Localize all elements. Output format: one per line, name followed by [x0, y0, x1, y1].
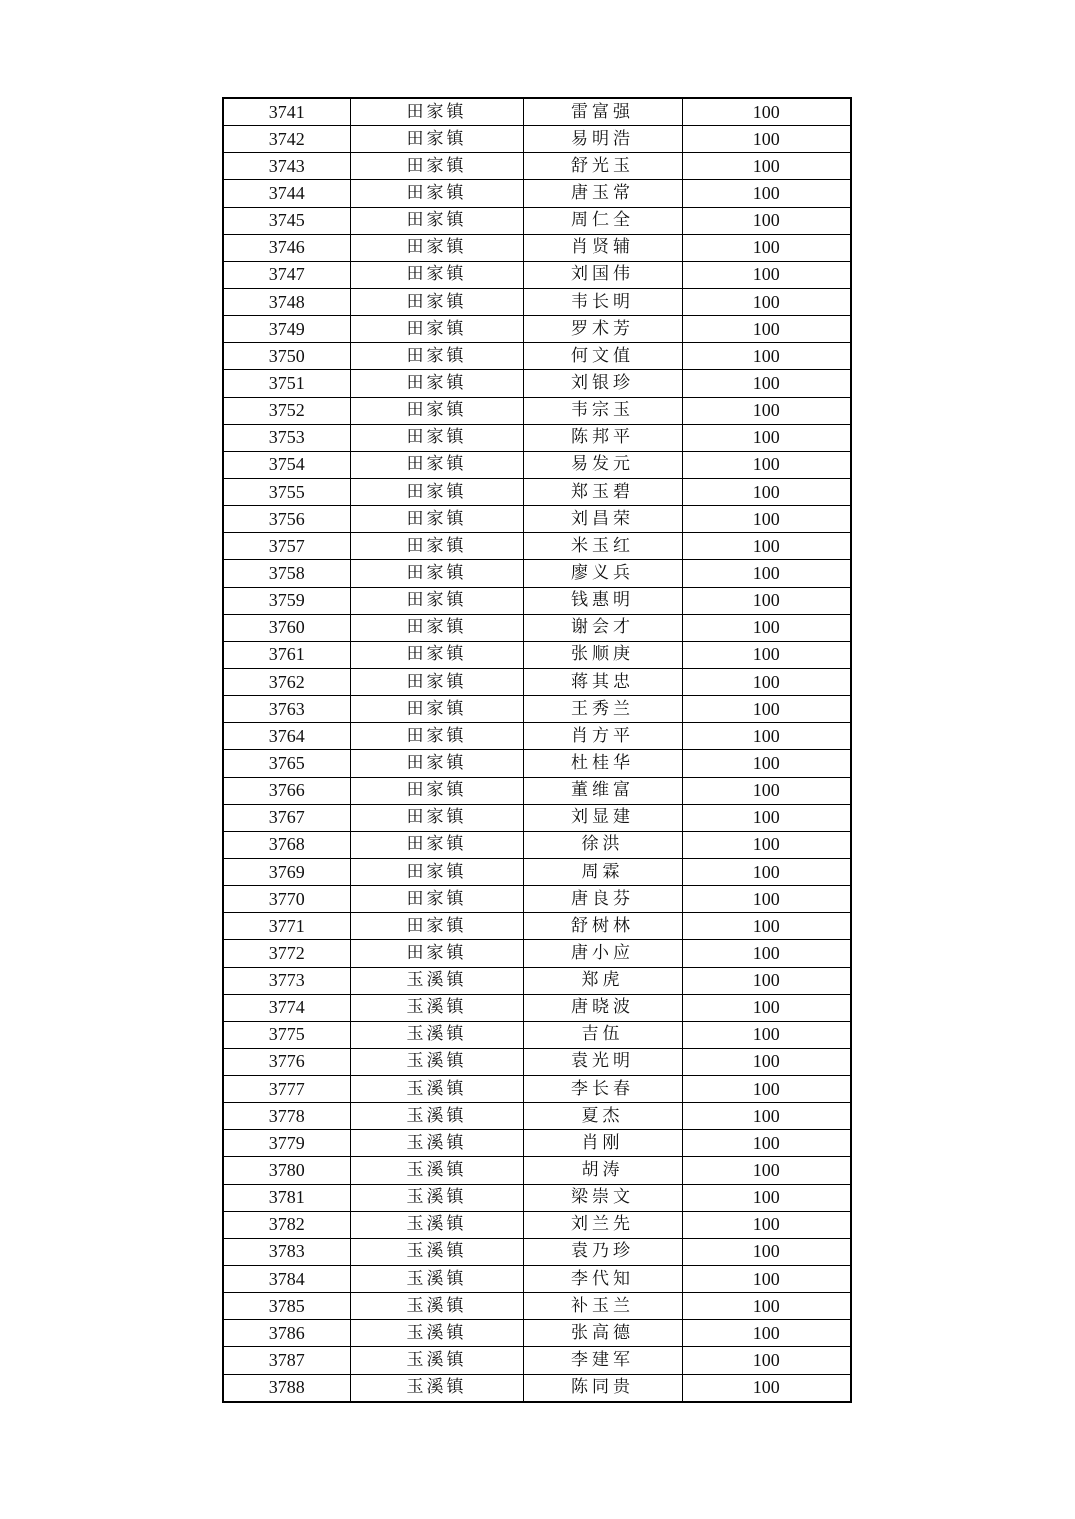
row-number: 3762	[223, 668, 350, 695]
table-row	[223, 587, 851, 614]
row-number: 3782	[223, 1211, 350, 1238]
row-number: 3764	[223, 723, 350, 750]
table-row	[223, 696, 851, 723]
amount-cell: 100	[682, 288, 851, 315]
amount-cell: 100	[682, 1048, 851, 1075]
person-name-cell: 刘显建	[523, 804, 682, 831]
amount-cell: 100	[682, 1130, 851, 1157]
amount-cell: 100	[682, 1374, 851, 1402]
person-name-cell: 李建军	[523, 1347, 682, 1374]
town-cell: 玉溪镇	[350, 1021, 523, 1048]
person-name-cell: 刘银珍	[523, 370, 682, 397]
person-name-cell: 肖刚	[523, 1130, 682, 1157]
row-number: 3769	[223, 858, 350, 885]
table-row	[223, 478, 851, 505]
table-row	[223, 153, 851, 180]
town-cell: 田家镇	[350, 696, 523, 723]
row-number: 3756	[223, 506, 350, 533]
town-cell: 田家镇	[350, 614, 523, 641]
town-cell: 玉溪镇	[350, 1320, 523, 1347]
person-name-cell: 韦长明	[523, 288, 682, 315]
table-row	[223, 614, 851, 641]
town-cell: 田家镇	[350, 533, 523, 560]
table-row	[223, 913, 851, 940]
town-cell: 田家镇	[350, 451, 523, 478]
row-number: 3750	[223, 343, 350, 370]
row-number: 3765	[223, 750, 350, 777]
row-number: 3771	[223, 913, 350, 940]
row-number: 3742	[223, 126, 350, 153]
table-row	[223, 180, 851, 207]
town-cell: 田家镇	[350, 370, 523, 397]
person-name-cell: 袁乃珍	[523, 1238, 682, 1265]
person-name-cell: 袁光明	[523, 1048, 682, 1075]
row-number: 3775	[223, 1021, 350, 1048]
person-name-cell: 郑玉碧	[523, 478, 682, 505]
table-row	[223, 886, 851, 913]
person-name-cell: 刘昌荣	[523, 506, 682, 533]
town-cell: 玉溪镇	[350, 1103, 523, 1130]
town-cell: 田家镇	[350, 858, 523, 885]
town-cell: 玉溪镇	[350, 994, 523, 1021]
person-name-cell: 唐玉常	[523, 180, 682, 207]
amount-cell: 100	[682, 261, 851, 288]
town-cell: 田家镇	[350, 343, 523, 370]
town-cell: 田家镇	[350, 424, 523, 451]
person-name-cell: 周仁全	[523, 207, 682, 234]
table-row	[223, 234, 851, 261]
person-name-cell: 胡涛	[523, 1157, 682, 1184]
amount-cell: 100	[682, 777, 851, 804]
row-number: 3776	[223, 1048, 350, 1075]
row-number: 3768	[223, 831, 350, 858]
person-name-cell: 肖方平	[523, 723, 682, 750]
town-cell: 田家镇	[350, 750, 523, 777]
town-cell: 田家镇	[350, 587, 523, 614]
town-cell: 田家镇	[350, 641, 523, 668]
amount-cell: 100	[682, 913, 851, 940]
table-row	[223, 1021, 851, 1048]
row-number: 3787	[223, 1347, 350, 1374]
person-name-cell: 肖贤辅	[523, 234, 682, 261]
row-number: 3760	[223, 614, 350, 641]
amount-cell: 100	[682, 1266, 851, 1293]
row-number: 3772	[223, 940, 350, 967]
town-cell: 田家镇	[350, 316, 523, 343]
amount-cell: 100	[682, 1184, 851, 1211]
person-name-cell: 易发元	[523, 451, 682, 478]
row-number: 3751	[223, 370, 350, 397]
town-cell: 田家镇	[350, 831, 523, 858]
person-name-cell: 易明浩	[523, 126, 682, 153]
row-number: 3744	[223, 180, 350, 207]
town-cell: 田家镇	[350, 886, 523, 913]
town-cell: 田家镇	[350, 506, 523, 533]
amount-cell: 100	[682, 1347, 851, 1374]
table-row	[223, 967, 851, 994]
person-name-cell: 蒋其忠	[523, 668, 682, 695]
town-cell: 玉溪镇	[350, 1184, 523, 1211]
table-row	[223, 261, 851, 288]
town-cell: 田家镇	[350, 288, 523, 315]
table-row	[223, 1211, 851, 1238]
amount-cell: 100	[682, 886, 851, 913]
person-name-cell: 舒树林	[523, 913, 682, 940]
row-number: 3759	[223, 587, 350, 614]
table-row	[223, 1347, 851, 1374]
row-number: 3785	[223, 1293, 350, 1320]
person-name-cell: 周霖	[523, 858, 682, 885]
person-name-cell: 李代知	[523, 1266, 682, 1293]
person-name-cell: 梁崇文	[523, 1184, 682, 1211]
table-row	[223, 1157, 851, 1184]
row-number: 3757	[223, 533, 350, 560]
person-name-cell: 张高德	[523, 1320, 682, 1347]
row-number: 3770	[223, 886, 350, 913]
amount-cell: 100	[682, 723, 851, 750]
table-row	[223, 1130, 851, 1157]
table-row	[223, 831, 851, 858]
amount-cell: 100	[682, 858, 851, 885]
amount-cell: 100	[682, 397, 851, 424]
amount-cell: 100	[682, 967, 851, 994]
amount-cell: 100	[682, 424, 851, 451]
person-name-cell: 徐洪	[523, 831, 682, 858]
amount-cell: 100	[682, 940, 851, 967]
person-name-cell: 吉伍	[523, 1021, 682, 1048]
table-row	[223, 451, 851, 478]
amount-cell: 100	[682, 641, 851, 668]
amount-cell: 100	[682, 560, 851, 587]
town-cell: 玉溪镇	[350, 1211, 523, 1238]
row-number: 3773	[223, 967, 350, 994]
town-cell: 玉溪镇	[350, 1293, 523, 1320]
person-name-cell: 舒光玉	[523, 153, 682, 180]
town-cell: 田家镇	[350, 723, 523, 750]
person-name-cell: 夏杰	[523, 1103, 682, 1130]
row-number: 3747	[223, 261, 350, 288]
town-cell: 田家镇	[350, 940, 523, 967]
amount-cell: 100	[682, 750, 851, 777]
table-row	[223, 98, 851, 126]
amount-cell: 100	[682, 451, 851, 478]
town-cell: 田家镇	[350, 397, 523, 424]
person-name-cell: 补玉兰	[523, 1293, 682, 1320]
amount-cell: 100	[682, 126, 851, 153]
row-number: 3783	[223, 1238, 350, 1265]
row-number: 3753	[223, 424, 350, 451]
amount-cell: 100	[682, 478, 851, 505]
table-row	[223, 316, 851, 343]
amount-cell: 100	[682, 1320, 851, 1347]
town-cell: 田家镇	[350, 153, 523, 180]
amount-cell: 100	[682, 668, 851, 695]
person-name-cell: 何文值	[523, 343, 682, 370]
person-name-cell: 韦宗玉	[523, 397, 682, 424]
person-name-cell: 王秀兰	[523, 696, 682, 723]
table-row	[223, 533, 851, 560]
amount-cell: 100	[682, 207, 851, 234]
row-number: 3781	[223, 1184, 350, 1211]
town-cell: 玉溪镇	[350, 1157, 523, 1184]
town-cell: 田家镇	[350, 777, 523, 804]
row-number: 3754	[223, 451, 350, 478]
table-row	[223, 207, 851, 234]
row-number: 3745	[223, 207, 350, 234]
person-name-cell: 唐良芬	[523, 886, 682, 913]
table-row	[223, 723, 851, 750]
amount-cell: 100	[682, 153, 851, 180]
town-cell: 田家镇	[350, 560, 523, 587]
row-number: 3784	[223, 1266, 350, 1293]
amount-cell: 100	[682, 533, 851, 560]
amount-cell: 100	[682, 343, 851, 370]
person-name-cell: 刘国伟	[523, 261, 682, 288]
town-cell: 田家镇	[350, 126, 523, 153]
table-row	[223, 370, 851, 397]
person-name-cell: 雷富强	[523, 98, 682, 126]
row-number: 3780	[223, 1157, 350, 1184]
amount-cell: 100	[682, 1211, 851, 1238]
person-name-cell: 谢会才	[523, 614, 682, 641]
person-name-cell: 罗术芳	[523, 316, 682, 343]
person-name-cell: 陈同贵	[523, 1374, 682, 1402]
amount-cell: 100	[682, 1076, 851, 1103]
town-cell: 玉溪镇	[350, 1347, 523, 1374]
amount-cell: 100	[682, 1293, 851, 1320]
amount-cell: 100	[682, 696, 851, 723]
person-name-cell: 唐小应	[523, 940, 682, 967]
town-cell: 田家镇	[350, 804, 523, 831]
amount-cell: 100	[682, 831, 851, 858]
row-number: 3763	[223, 696, 350, 723]
table-row	[223, 397, 851, 424]
row-number: 3774	[223, 994, 350, 1021]
person-name-cell: 陈邦平	[523, 424, 682, 451]
table-row	[223, 1320, 851, 1347]
amount-cell: 100	[682, 1103, 851, 1130]
town-cell: 田家镇	[350, 98, 523, 126]
town-cell: 玉溪镇	[350, 1048, 523, 1075]
town-cell: 田家镇	[350, 261, 523, 288]
town-cell: 玉溪镇	[350, 1238, 523, 1265]
table-row	[223, 668, 851, 695]
amount-cell: 100	[682, 587, 851, 614]
town-cell: 玉溪镇	[350, 967, 523, 994]
table-row	[223, 1266, 851, 1293]
table-row	[223, 1238, 851, 1265]
town-cell: 玉溪镇	[350, 1374, 523, 1402]
town-cell: 玉溪镇	[350, 1130, 523, 1157]
amount-cell: 100	[682, 370, 851, 397]
table-row	[223, 641, 851, 668]
person-name-cell: 唐晓波	[523, 994, 682, 1021]
table-row	[223, 750, 851, 777]
table-row	[223, 424, 851, 451]
amount-cell: 100	[682, 614, 851, 641]
person-name-cell: 米玉红	[523, 533, 682, 560]
person-name-cell: 李长春	[523, 1076, 682, 1103]
table-body	[223, 98, 851, 1402]
row-number: 3767	[223, 804, 350, 831]
person-name-cell: 廖义兵	[523, 560, 682, 587]
table-row	[223, 858, 851, 885]
town-cell: 田家镇	[350, 478, 523, 505]
row-number: 3758	[223, 560, 350, 587]
row-number: 3761	[223, 641, 350, 668]
amount-cell: 100	[682, 1157, 851, 1184]
town-cell: 田家镇	[350, 913, 523, 940]
table-row	[223, 126, 851, 153]
person-name-cell: 郑虎	[523, 967, 682, 994]
table-row	[223, 343, 851, 370]
row-number: 3786	[223, 1320, 350, 1347]
row-number: 3749	[223, 316, 350, 343]
amount-cell: 100	[682, 234, 851, 261]
row-number: 3741	[223, 98, 350, 126]
amount-cell: 100	[682, 506, 851, 533]
amount-cell: 100	[682, 316, 851, 343]
amount-cell: 100	[682, 180, 851, 207]
table-row	[223, 1048, 851, 1075]
town-cell: 田家镇	[350, 668, 523, 695]
person-name-cell: 杜桂华	[523, 750, 682, 777]
subsidy-table	[222, 97, 852, 1403]
table-row	[223, 1293, 851, 1320]
amount-cell: 100	[682, 1238, 851, 1265]
person-name-cell: 董维富	[523, 777, 682, 804]
table-row	[223, 777, 851, 804]
amount-cell: 100	[682, 1021, 851, 1048]
table-row	[223, 560, 851, 587]
table-row	[223, 994, 851, 1021]
row-number: 3766	[223, 777, 350, 804]
row-number: 3778	[223, 1103, 350, 1130]
amount-cell: 100	[682, 994, 851, 1021]
table-row	[223, 804, 851, 831]
row-number: 3748	[223, 288, 350, 315]
person-name-cell: 刘兰先	[523, 1211, 682, 1238]
row-number: 3779	[223, 1130, 350, 1157]
town-cell: 田家镇	[350, 180, 523, 207]
town-cell: 玉溪镇	[350, 1266, 523, 1293]
town-cell: 田家镇	[350, 207, 523, 234]
person-name-cell: 张顺庚	[523, 641, 682, 668]
row-number: 3746	[223, 234, 350, 261]
table-row	[223, 1184, 851, 1211]
town-cell: 田家镇	[350, 234, 523, 261]
row-number: 3777	[223, 1076, 350, 1103]
amount-cell: 100	[682, 804, 851, 831]
row-number: 3788	[223, 1374, 350, 1402]
row-number: 3743	[223, 153, 350, 180]
person-name-cell: 钱惠明	[523, 587, 682, 614]
table-row	[223, 940, 851, 967]
table-row	[223, 1103, 851, 1130]
table-row	[223, 288, 851, 315]
town-cell: 玉溪镇	[350, 1076, 523, 1103]
table-row	[223, 1374, 851, 1402]
row-number: 3752	[223, 397, 350, 424]
amount-cell: 100	[682, 98, 851, 126]
table-row	[223, 1076, 851, 1103]
table-row	[223, 506, 851, 533]
row-number: 3755	[223, 478, 350, 505]
